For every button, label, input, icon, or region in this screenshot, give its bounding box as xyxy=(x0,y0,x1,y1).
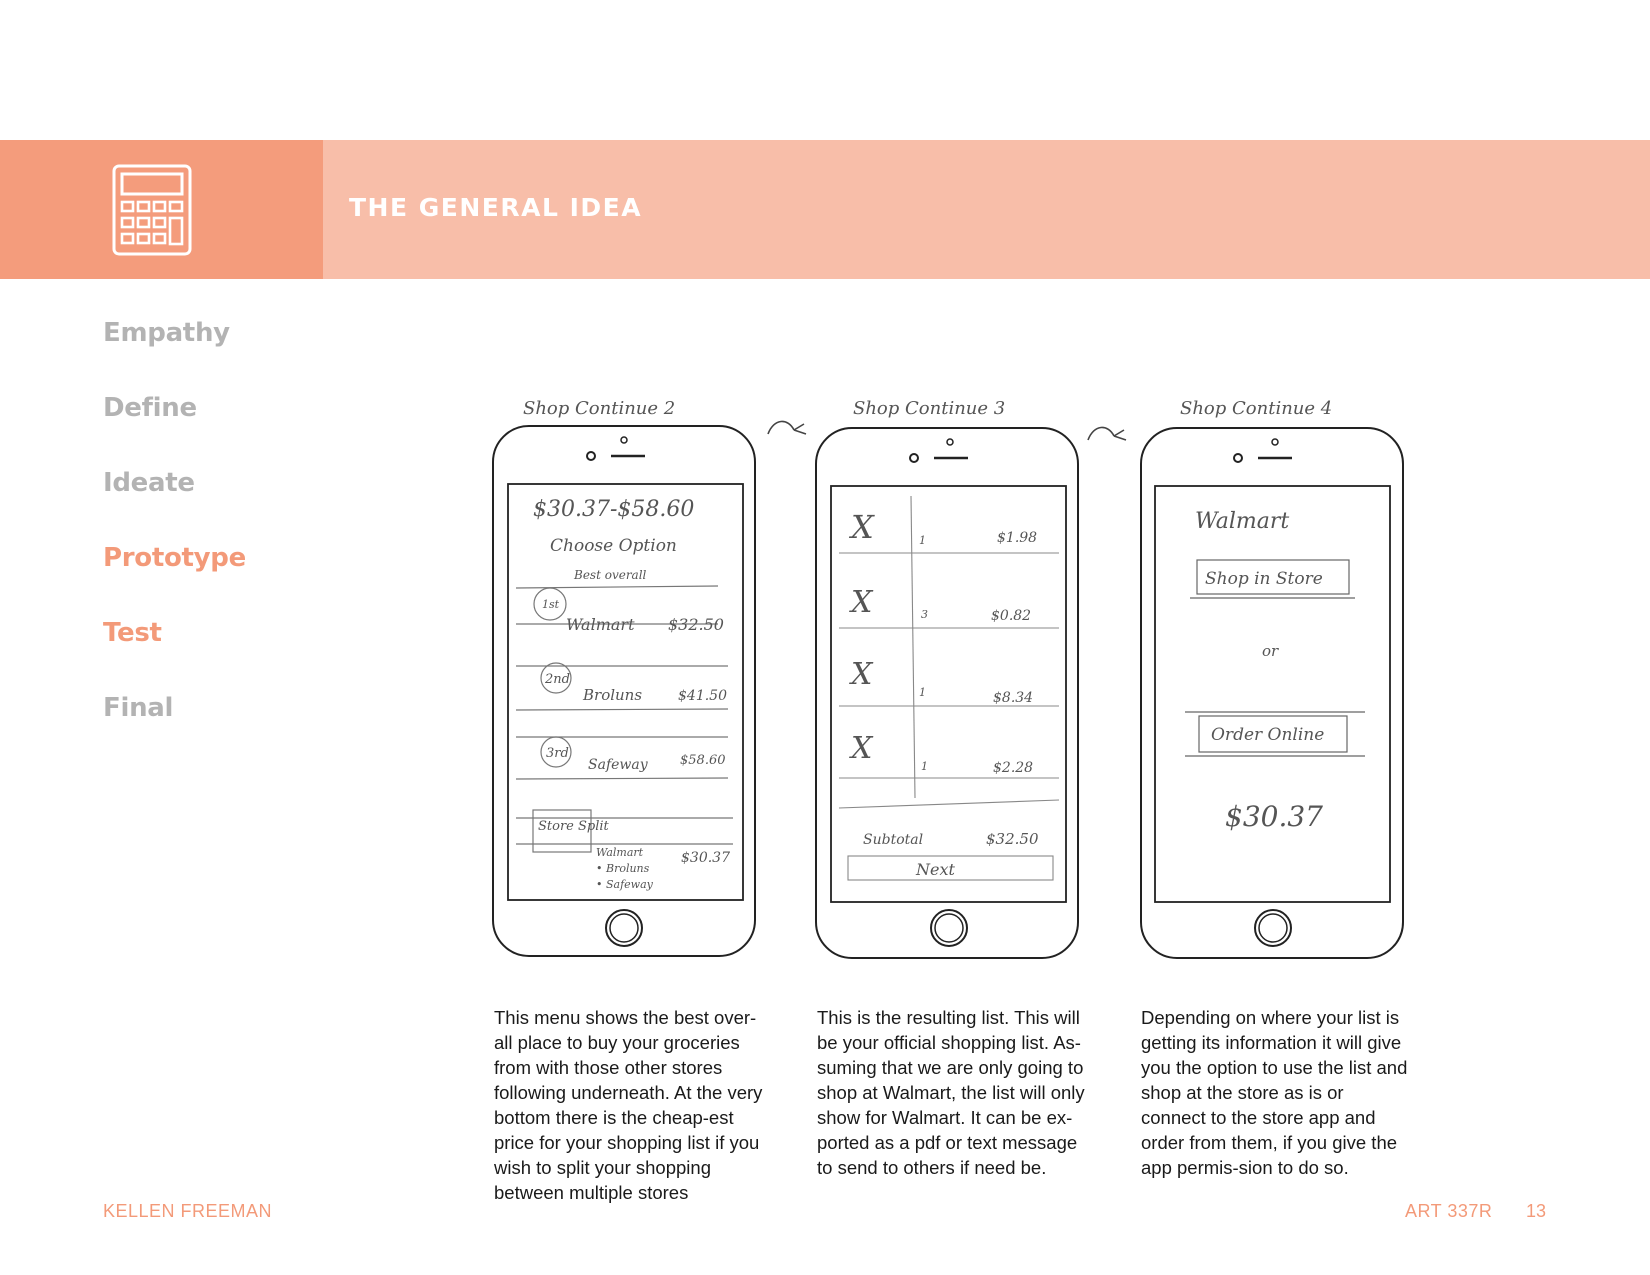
item-qty: 3 xyxy=(921,608,928,621)
choose-option-heading: Choose Option xyxy=(550,536,677,556)
rank-3: 3rd xyxy=(546,746,569,761)
next-button[interactable]: Next xyxy=(916,860,955,879)
nav-item-ideate[interactable]: Ideate xyxy=(103,468,195,498)
page-number: 13 xyxy=(1526,1201,1547,1221)
remove-item-icon[interactable]: X xyxy=(851,585,873,620)
order-online-button[interactable]: Order Online xyxy=(1211,725,1325,745)
phone-sketch-3 xyxy=(1135,398,1415,973)
course-code: ART 337R xyxy=(1405,1201,1493,1221)
store-walmart: Walmart xyxy=(566,615,635,634)
nav-item-define[interactable]: Define xyxy=(103,393,197,423)
phone-sketch-3-drawing xyxy=(1135,398,1415,968)
item-price: $2.28 xyxy=(993,760,1034,776)
nav-item-final[interactable]: Final xyxy=(103,693,174,723)
sketch-title: Shop Continue 2 xyxy=(523,398,676,419)
subtotal-label: Subtotal xyxy=(863,832,924,848)
subtotal-value: $32.50 xyxy=(986,830,1039,848)
total-price: $30.37 xyxy=(1225,800,1323,833)
rank-1: 1st xyxy=(542,598,560,611)
rank-2: 2nd xyxy=(545,672,570,687)
calculator-icon xyxy=(112,164,192,256)
section-nav xyxy=(103,318,246,768)
nav-item-test[interactable]: Test xyxy=(103,618,162,648)
header-banner xyxy=(0,140,1650,279)
remove-item-icon[interactable]: X xyxy=(851,508,874,546)
caption-3: Depending on where your list is getting its information it will give you the option to use the list and shop at the store as is or connect to the store app and order from them, if you give the app permis-sion to do so. xyxy=(1141,1007,1408,1178)
page-title: THE GENERAL IDEA xyxy=(349,193,643,222)
shop-in-store-button[interactable]: Shop in Store xyxy=(1205,569,1323,589)
arrow-icon xyxy=(764,412,814,442)
split-store-1: Walmart xyxy=(596,846,644,859)
price-range: $30.37-$58.60 xyxy=(533,497,695,522)
split-store-3: • Safeway xyxy=(596,878,653,891)
item-price: $8.34 xyxy=(993,690,1034,706)
phone-sketch-1 xyxy=(488,398,768,973)
store-safeway: Safeway xyxy=(588,757,648,773)
sketch-title: Shop Continue 3 xyxy=(853,398,1006,419)
or-label: or xyxy=(1262,642,1279,660)
item-qty: 1 xyxy=(921,760,928,773)
nav-item-prototype[interactable]: Prototype xyxy=(103,543,246,573)
icon-box xyxy=(0,140,323,279)
phone-sketch-1-drawing xyxy=(488,398,768,968)
nav-item-empathy[interactable]: Empathy xyxy=(103,318,230,348)
split-price: $30.37 xyxy=(681,850,730,866)
split-store-2: • Broluns xyxy=(596,862,650,875)
store-broluns: Broluns xyxy=(583,686,643,704)
price-walmart: $32.50 xyxy=(668,615,724,634)
arrow-icon xyxy=(1084,418,1134,448)
store-split-label: Store Split xyxy=(538,819,609,834)
item-qty: 1 xyxy=(919,686,926,699)
item-qty: 1 xyxy=(919,534,926,547)
price-safeway: $58.60 xyxy=(680,753,726,768)
caption-2: This is the resulting list. This will be your official shopping list. As-suming that we are only going to shop at Walmart, the list will only show for Walmart. It can be ex-ported as a pdf or text message to send to others if need be. xyxy=(817,1007,1085,1178)
phone-sketch-2-drawing xyxy=(811,398,1091,968)
remove-item-icon[interactable]: X xyxy=(851,731,873,766)
best-overall-label: Best overall xyxy=(574,568,647,582)
store-name: Walmart xyxy=(1195,509,1290,534)
phone-sketch-2 xyxy=(811,398,1091,973)
caption-1: This menu shows the best over-all place to buy your groceries from with those other stores following underneath. At the very bottom there is the cheap-est price for your shopping list if you wish to split your shopping between multiple stores xyxy=(494,1007,763,1203)
price-broluns: $41.50 xyxy=(678,688,727,704)
item-price: $0.82 xyxy=(991,608,1032,624)
item-price: $1.98 xyxy=(997,530,1038,546)
sketch-title: Shop Continue 4 xyxy=(1180,398,1333,419)
author-name: KELLEN FREEMAN xyxy=(103,1201,273,1221)
remove-item-icon[interactable]: X xyxy=(851,657,873,692)
